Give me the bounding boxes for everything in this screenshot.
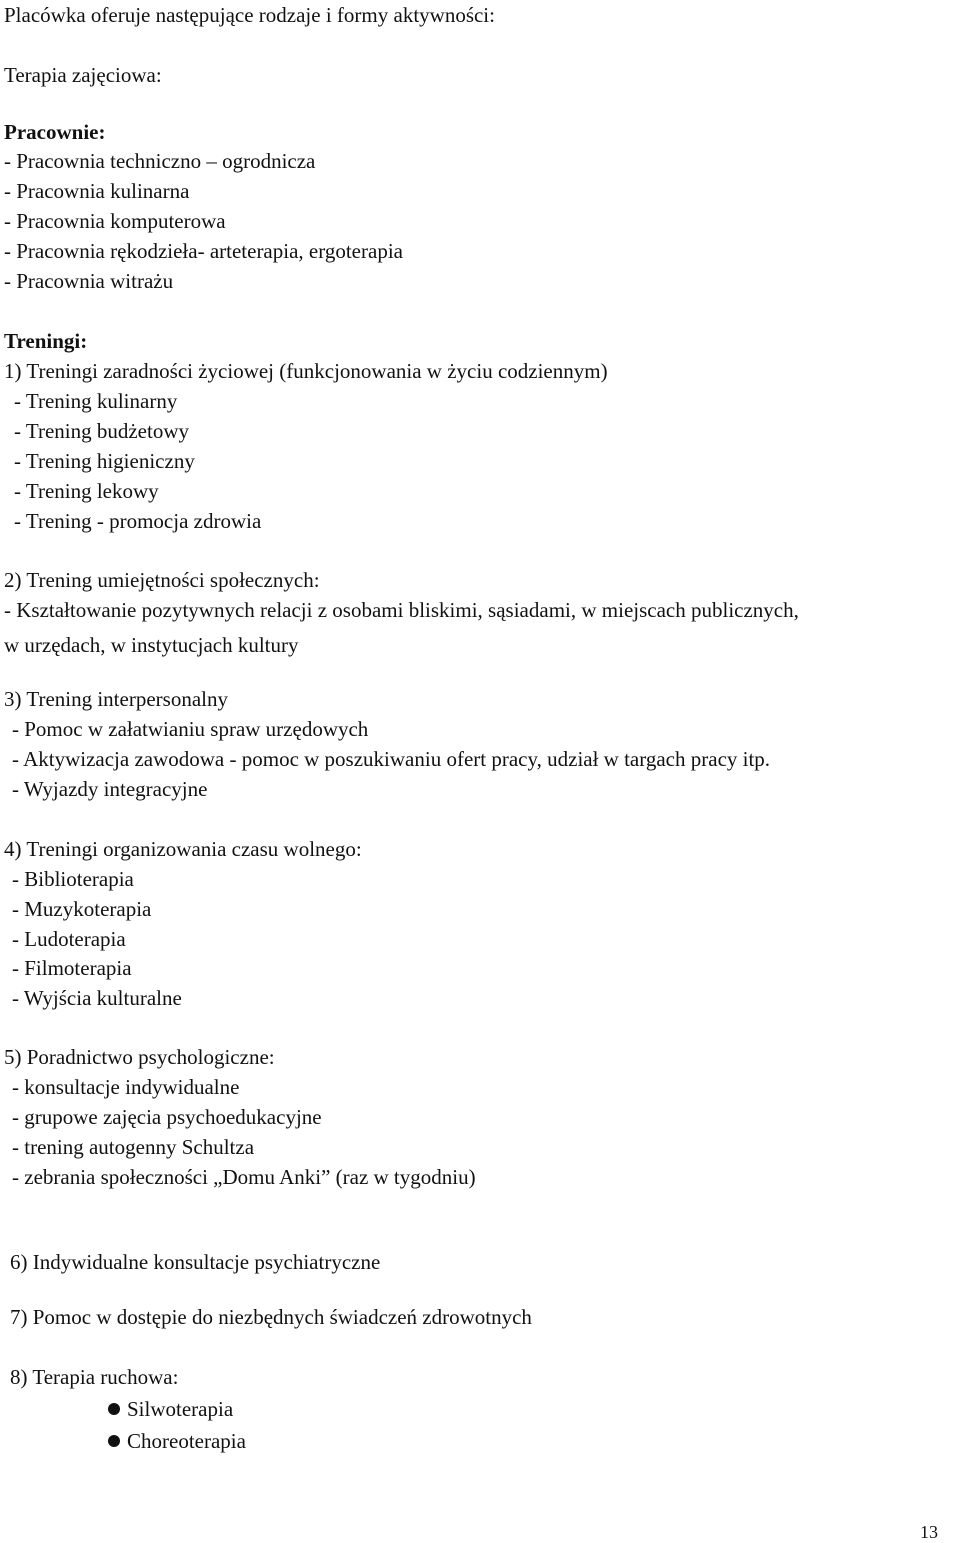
section-1-item: - Trening kulinarny <box>14 389 178 413</box>
section-4-item: - Filmoterapia <box>12 956 132 980</box>
bullet-icon <box>108 1403 120 1415</box>
section-1-item: - Trening higieniczny <box>14 449 195 473</box>
section-8-bullet-item <box>108 1428 246 1454</box>
section-5-item: - grupowe zajęcia psychoedukacyjne <box>12 1105 322 1129</box>
section-3-item: - Pomoc w załatwianiu spraw urzędowych <box>12 717 369 741</box>
workshops-heading: Pracownie: <box>4 120 106 144</box>
section-1-item: - Trening - promocja zdrowia <box>14 509 262 533</box>
section-8-item-label: Silwoterapia <box>127 1397 234 1421</box>
section-4-title: 4) Treningi organizowania czasu wolnego: <box>4 837 362 861</box>
bullet-icon <box>108 1435 120 1447</box>
section-7-title: 7) Pomoc w dostępie do niezbędnych świadczeń zdrowotnych <box>10 1305 532 1329</box>
intro-text: Placówka oferuje następujące rodzaje i formy aktywności: <box>4 3 495 27</box>
section-8-bullet-item <box>108 1396 233 1422</box>
workshop-item: - Pracownia komputerowa <box>4 209 226 233</box>
section-5-title: 5) Poradnictwo psychologiczne: <box>4 1045 275 1069</box>
section-1-item: - Trening lekowy <box>14 479 159 503</box>
section-3-item: - Aktywizacja zawodowa - pomoc w poszukiwaniu ofert pracy, udział w targach pracy itp. <box>12 747 771 771</box>
section-3-title: 3) Trening interpersonalny <box>4 687 228 711</box>
section-3-item: - Wyjazdy integracyjne <box>12 777 208 801</box>
section-6-title: 6) Indywidualne konsultacje psychiatryczne <box>10 1250 381 1274</box>
section-4-item: - Wyjścia kulturalne <box>12 986 182 1010</box>
therapy-heading: Terapia zajęciowa: <box>4 63 162 87</box>
section-1-item: - Trening budżetowy <box>14 419 189 443</box>
section-2-title: 2) Trening umiejętności społecznych: <box>4 568 320 592</box>
section-4-item: - Ludoterapia <box>12 927 126 951</box>
section-8-title: 8) Terapia ruchowa: <box>10 1365 179 1389</box>
section-2-line: w urzędach, w instytucjach kultury <box>4 633 299 657</box>
section-5-item: - trening autogenny Schultza <box>12 1135 255 1159</box>
workshop-item: - Pracownia rękodzieła- arteterapia, ergoterapia <box>4 239 403 263</box>
section-2-line: - Kształtowanie pozytywnych relacji z osobami bliskimi, sąsiadami, w miejscach publicznych, <box>4 598 799 622</box>
section-8-item-label: Choreoterapia <box>127 1429 246 1453</box>
section-1-title: 1) Treningi zaradności życiowej (funkcjonowania w życiu codziennym) <box>4 359 608 383</box>
section-4-item: - Biblioterapia <box>12 867 134 891</box>
section-5-item: - zebrania społeczności „Domu Anki” (raz w tygodniu) <box>12 1165 476 1189</box>
section-5-item: - konsultacje indywidualne <box>12 1075 240 1099</box>
workshop-item: - Pracownia witrażu <box>4 269 174 293</box>
workshop-item: - Pracownia kulinarna <box>4 179 190 203</box>
workshop-item: - Pracownia techniczno – ogrodnicza <box>4 149 316 173</box>
section-4-item: - Muzykoterapia <box>12 897 152 921</box>
trainings-heading: Treningi: <box>4 329 88 353</box>
page-number: 13 <box>920 1522 938 1542</box>
